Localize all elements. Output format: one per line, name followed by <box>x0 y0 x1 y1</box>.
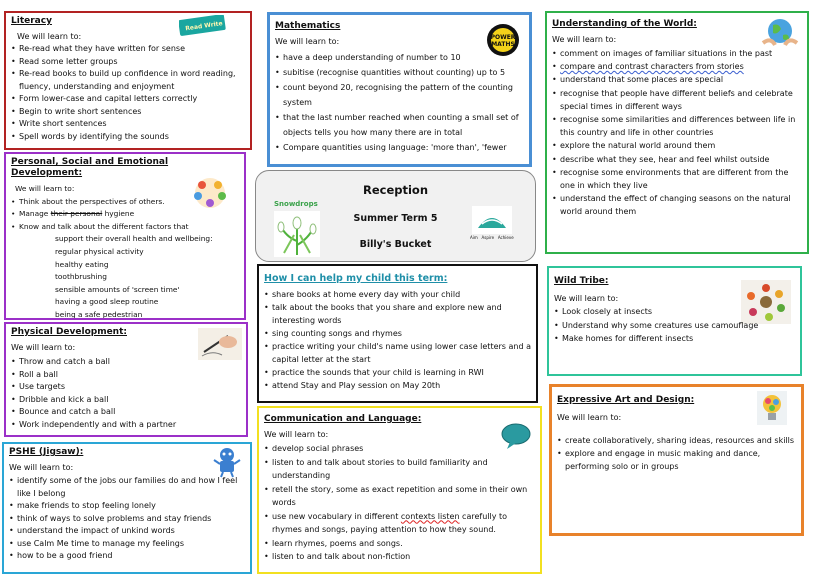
physical-list <box>11 356 241 431</box>
list-item: • Spell words by identifying the sounds <box>11 131 245 144</box>
list-item: • practice writing your child's name using lower case letters and a capital letter at the start <box>264 340 531 366</box>
list-item: • learn rhymes, poems and songs. <box>264 537 535 551</box>
list-item: • recognise that people have different beliefs and celebrate special times in different ways <box>552 87 802 113</box>
understanding-world-intro: We will learn to: <box>552 35 617 44</box>
list-item <box>264 510 535 537</box>
expressive-art-list <box>557 434 796 473</box>
struck-text: their personal <box>50 209 103 219</box>
parent-help-list <box>264 288 531 392</box>
list-item: • Roll a ball <box>11 369 241 382</box>
list-item: • Work independently and with a partner <box>11 419 241 432</box>
expressive-art-intro: We will learn to: <box>557 413 622 422</box>
list-item: • retell the story, some as exact repetition and some in their own words <box>264 483 535 510</box>
literacy-title: Literacy <box>11 16 52 26</box>
expressive-art-title: Expressive Art and Design: <box>557 395 695 405</box>
pshe-panel <box>2 442 252 574</box>
physical-panel <box>4 322 248 437</box>
wild-tribe-intro: We will learn to: <box>554 294 619 303</box>
mathematics-panel <box>267 12 532 167</box>
list-item <box>11 208 239 221</box>
wild-tribe-list <box>554 305 795 346</box>
psed-list <box>11 196 239 320</box>
list-item: sensible amounts of 'screen time' <box>55 284 180 294</box>
globe-hands-icon <box>761 15 799 51</box>
svg-text:POWER: POWER <box>490 34 516 41</box>
colourful-lightbulb-icon <box>757 391 787 425</box>
understanding-world-title: Understanding of the World: <box>552 19 697 29</box>
read-write-inc-logo-icon <box>179 15 227 37</box>
list-item: toothbrushing <box>55 272 107 282</box>
term-label: Summer Term 5 <box>353 213 438 224</box>
parent-help-panel <box>257 264 538 403</box>
list-item: • that the last number reached when counting a small set of objects tells you how many there are in total <box>275 110 524 140</box>
list-item: • describe what they see, hear and feel whilst outside <box>552 153 802 166</box>
list-item: • Re-read books to build up confidence in word reading, fluency, understanding and enjoyment <box>11 68 245 93</box>
list-item: • Form lower-case and capital letters correctly <box>11 93 245 106</box>
list-item: • understand that some places are special <box>552 73 802 86</box>
list-item: • explore the natural world around them <box>552 139 802 152</box>
list-item: • understand the effect of changing seasons on the natural world around them <box>552 192 802 218</box>
literacy-panel <box>4 11 252 150</box>
list-item: • explore and engage in music making and dance, performing solo or in groups <box>557 447 796 473</box>
list-item: • attend Stay and Play session on May 20th <box>264 379 531 392</box>
list-item: • make friends to stop feeling lonely <box>9 500 245 513</box>
mathematics-intro: We will learn to: <box>275 37 340 46</box>
list-item: • sing counting songs and rhymes <box>264 327 531 340</box>
list-item: • Throw and catch a ball <box>11 356 241 369</box>
understanding-world-list <box>552 47 802 219</box>
mathematics-title: Mathematics <box>275 21 341 31</box>
psed-title: Personal, Social and Emotional Development: <box>11 157 169 178</box>
spellcheck-text: contexts listen <box>400 511 460 521</box>
list-item: regular physical activity <box>55 246 144 256</box>
crest-caption: Aim Aspire Achieve <box>470 235 514 240</box>
list-item: • recognise some environments that are different from the one in which they live <box>552 166 802 192</box>
communication-list <box>264 442 535 564</box>
pshe-list <box>9 475 245 563</box>
text-part: use new vocabulary in different <box>272 511 401 521</box>
school-crest-icon <box>472 206 512 234</box>
psed-intro: We will learn to: <box>15 184 75 193</box>
list-item: • Compare quantities using language: 'more than', 'fewer <box>275 140 524 155</box>
reception-title: Reception <box>362 183 429 197</box>
list-item: • Think about the perspectives of others. <box>11 196 239 209</box>
list-item: • comment on images of familiar situations in the past <box>552 47 802 60</box>
list-item: • Re-read what they have written for sense <box>11 43 245 56</box>
list-item: • Dribble and kick a ball <box>11 394 241 407</box>
wild-tribe-title: Wild Tribe: <box>554 276 609 286</box>
list-item: being a safe pedestrian <box>55 309 143 319</box>
pshe-title: PSHE (Jigsaw): <box>9 447 84 457</box>
communication-intro: We will learn to: <box>264 430 329 439</box>
topic-label: Billy's Bucket <box>359 239 432 250</box>
list-item: • Look closely at insects <box>554 305 795 319</box>
list-item: • listen to and talk about stories to build familiarity and understanding <box>264 456 535 483</box>
list-item: • create collaboratively, sharing ideas, resources and skills <box>557 434 796 447</box>
list-item: • understand the impact of unkind words <box>9 525 245 538</box>
expressive-art-panel <box>549 384 804 536</box>
mathematics-list <box>275 50 524 155</box>
communication-panel <box>257 406 542 574</box>
list-item: • recognise some similarities and differences between life in this country and life in other countries <box>552 113 802 139</box>
understanding-world-panel <box>545 11 809 254</box>
list-item: healthy eating <box>55 259 109 269</box>
list-item: • use Calm Me time to manage my feelings <box>9 538 245 551</box>
text-part: Manage <box>19 209 51 219</box>
list-item: • Write short sentences <box>11 118 245 131</box>
list-item: • share books at home every day with your child <box>264 288 531 301</box>
literacy-intro: We will learn to: <box>17 32 82 41</box>
list-item: support their overall health and wellbeing: <box>55 234 213 244</box>
svg-text:Read Write: Read Write <box>184 20 224 33</box>
reception-header-panel <box>255 170 536 262</box>
svg-text:MATHS: MATHS <box>491 41 515 48</box>
spellcheck-text: compare and contrast characters from stories <box>560 62 744 72</box>
wild-tribe-panel <box>547 266 802 376</box>
list-item: • develop social phrases <box>264 442 535 456</box>
jigsaw-character-icon <box>212 446 242 478</box>
list-item: • have a deep understanding of number to 10 <box>275 50 524 65</box>
literacy-list <box>11 43 245 143</box>
list-item: • Use targets <box>11 381 241 394</box>
text-part: carefully to rhymes and songs, paying attention to how they sound. <box>272 511 508 534</box>
list-item: • practice the sounds that your child is learning in RWI <box>264 366 531 379</box>
physical-title: Physical Development: <box>11 327 127 337</box>
list-item: • Begin to write short sentences <box>11 106 245 119</box>
class-name-label: Snowdrops <box>274 200 318 208</box>
list-item: • Understand why some creatures use camouflage <box>554 319 795 333</box>
psed-panel <box>4 152 246 320</box>
list-item: • identify some of the jobs our families do and how I feel like I belong <box>9 475 245 500</box>
list-item: • Make homes for different insects <box>554 332 795 346</box>
list-item: • talk about the books that you share and explore new and interesting words <box>264 301 531 327</box>
list-item: • subitise (recognise quantities without counting) up to 5 <box>275 65 524 80</box>
text-part: hygiene <box>102 209 135 219</box>
list-item: • how to be a good friend <box>9 550 245 563</box>
list-item: • think of ways to solve problems and stay friends <box>9 513 245 526</box>
list-item: • Know and talk about the different factors that <box>11 221 239 234</box>
list-item: having a good sleep routine <box>55 297 159 307</box>
list-item: • Bounce and catch a ball <box>11 406 241 419</box>
list-item: • Read some letter groups <box>11 56 245 69</box>
physical-intro: We will learn to: <box>11 343 76 352</box>
list-item: • listen to and talk about non-fiction <box>264 550 535 564</box>
communication-title: Communication and Language: <box>264 414 422 424</box>
list-item: • count beyond 20, recognising the pattern of the counting system <box>275 80 524 110</box>
pshe-intro: We will learn to: <box>9 463 74 472</box>
list-item <box>552 60 802 73</box>
parent-help-title: How I can help my child this term: <box>264 273 448 284</box>
